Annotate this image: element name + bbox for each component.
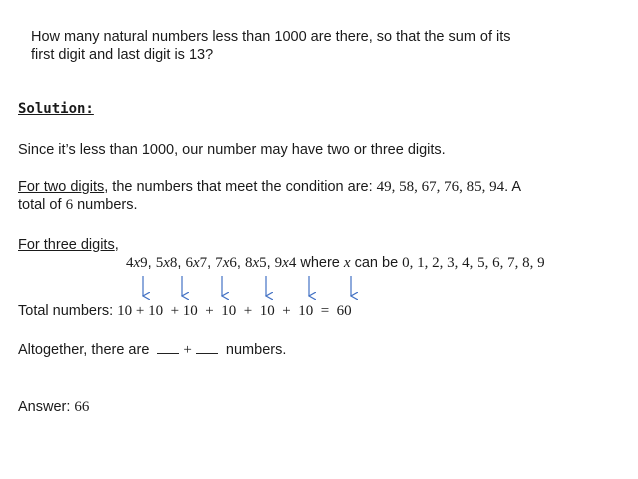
pattern-separator: ,	[177, 255, 182, 271]
pattern-separator: ,	[207, 255, 212, 271]
answer-label: Answer:	[18, 399, 75, 415]
two-digits-label: For two digits	[18, 179, 105, 195]
two-digits-numbers: 49, 58, 67, 76, 85, 94	[376, 179, 505, 195]
pattern-5x8: 5x8	[155, 255, 178, 271]
plus-sign: +	[183, 342, 192, 358]
pattern-separator: ,	[236, 255, 241, 271]
pattern-7x6: 7x6	[215, 255, 237, 271]
two-digits-count: 6	[65, 197, 74, 213]
digit-range: 0, 1, 2, 3, 4, 5, 6, 7, 8, 9	[402, 255, 545, 271]
variable-x: x	[343, 255, 351, 271]
altogether-text: Altogether, there are	[18, 342, 154, 358]
three-digits-suffix: ,	[114, 237, 119, 253]
two-digits-total-suffix: numbers.	[73, 197, 138, 213]
question-line-2: first digit and last digit is 13?	[31, 47, 214, 63]
pattern-6x7: 6x7	[185, 255, 208, 271]
blank-line	[157, 343, 179, 354]
three-digits-label: For three digits	[18, 237, 115, 253]
pattern-4x9: 4x9	[126, 255, 148, 271]
two-digits-text-b: . A	[504, 179, 522, 195]
solution-heading: Solution:	[18, 101, 94, 117]
answer-value: 66	[74, 399, 90, 415]
where-text: where	[296, 255, 344, 271]
two-digits-text-a: , the numbers that meet the condition are:	[104, 179, 377, 195]
answer-line	[18, 398, 89, 416]
blank-line	[196, 343, 218, 354]
altogether-line	[18, 341, 286, 359]
can-be-text: can be	[350, 255, 403, 271]
pattern-separator: ,	[266, 255, 271, 271]
total-expression: 10 + 10 + 10 + 10 + 10 + 10 = 60	[117, 303, 352, 319]
pattern-8x5: 8x5	[244, 255, 267, 271]
question-line-1: How many natural numbers less than 1000 are there, so that the sum of its	[31, 29, 511, 45]
pattern-9x4: 9x4	[274, 255, 297, 271]
altogether-suffix: numbers.	[221, 342, 287, 358]
total-line	[18, 302, 352, 320]
two-digits-total-text: total of	[18, 197, 66, 213]
pattern-separator: ,	[147, 255, 152, 271]
intro-text: Since it’s less than 1000, our number may have two or three digits.	[18, 142, 446, 158]
total-label: Total numbers:	[18, 303, 118, 319]
